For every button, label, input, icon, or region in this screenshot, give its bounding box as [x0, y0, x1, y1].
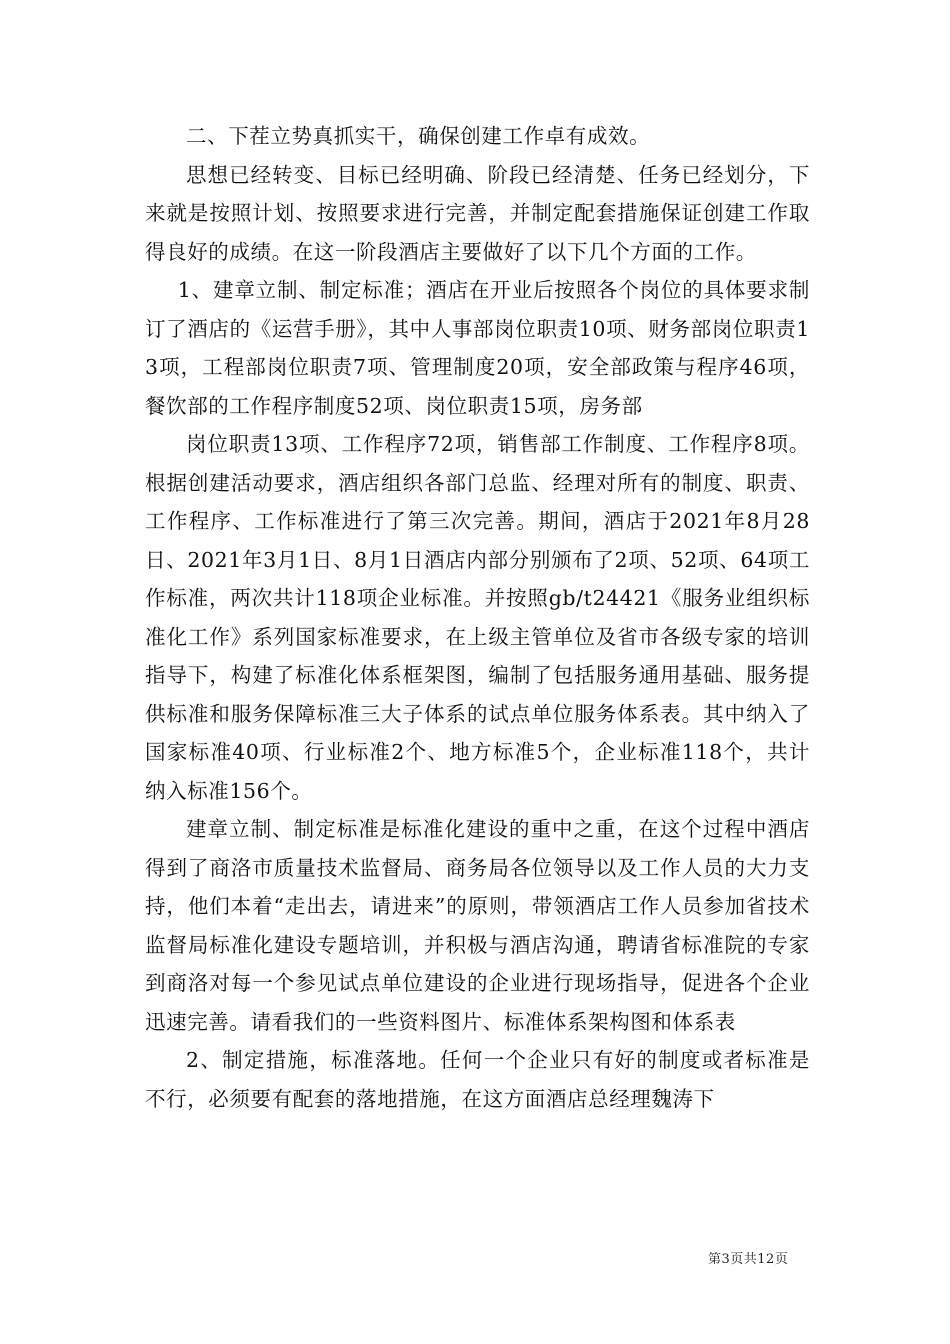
- heading-section-two: 二、下茬立势真抓实干，确保创建工作卓有成效。: [186, 124, 651, 148]
- paragraph-item-one: 1、建章立制、制定标准；酒店在开业后按照各个岗位的具体要求制订了酒店的《运营手册》，其中人事部岗位职责10项、财务部岗位职责13项，工程部岗位职责7项、管理制度20项，安全部政策与程序46项，餐饮部的工作程序制度52项、岗位职责15项，房务部: [145, 278, 810, 418]
- paragraph-item-one-continued: 岗位职责13项、工作程序72项，销售部工作制度、工作程序8项。根据创建活动要求，酒店组织各部门总监、经理对所有的制度、职责、工作程序、工作标准进行了第三次完善。期间，酒店于2021年8月28日、2021年3月1日、8月1日酒店内部分别颁布了2项、52项、64项工作标准，两次共计118项企业标准。并按照gb/t24421《服务业组织标准化工作》系列国家标准要求，在上级主管单位及省市各级专家的培训指导下，构建了标准化体系框架图，编制了包括服务通用基础、服务提供标准和服务保障标准三大子体系的试点单位服务体系表。其中纳入了国家标准40项、行业标准2个、地方标准5个，企业标准118个，共计纳入标准156个。: [145, 432, 810, 803]
- page-number-footer: 第3页共12页: [708, 1252, 789, 1267]
- paragraph-standards-support: 建章立制、制定标准是标准化建设的重中之重，在这个过程中酒店得到了商洛市质量技术监督局、商务局各位领导以及工作人员的大力支持，他们本着“走出去，请进来”的原则，带领酒店工作人员参加省技术监督局标准化建设专题培训，并积极与酒店沟通，聘请省标准院的专家到商洛对每一个参见试点单位建设的企业进行现场指导，促进各个企业迅速完善。请看我们的一些资料图片、标准体系架构图和体系表: [145, 817, 810, 1034]
- paragraph-overview: 思想已经转变、目标已经明确、阶段已经清楚、任务已经划分，下来就是按照计划、按照要求进行完善，并制定配套措施保证创建工作取得良好的成绩。在这一阶段酒店主要做好了以下几个方面的工作。: [145, 162, 810, 264]
- paragraph-item-two: 2、制定措施，标准落地。任何一个企业只有好的制度或者标准是不行，必须要有配套的落地措施，在这方面酒店总经理魏涛下: [145, 1048, 810, 1111]
- document-body: [145, 117, 810, 1118]
